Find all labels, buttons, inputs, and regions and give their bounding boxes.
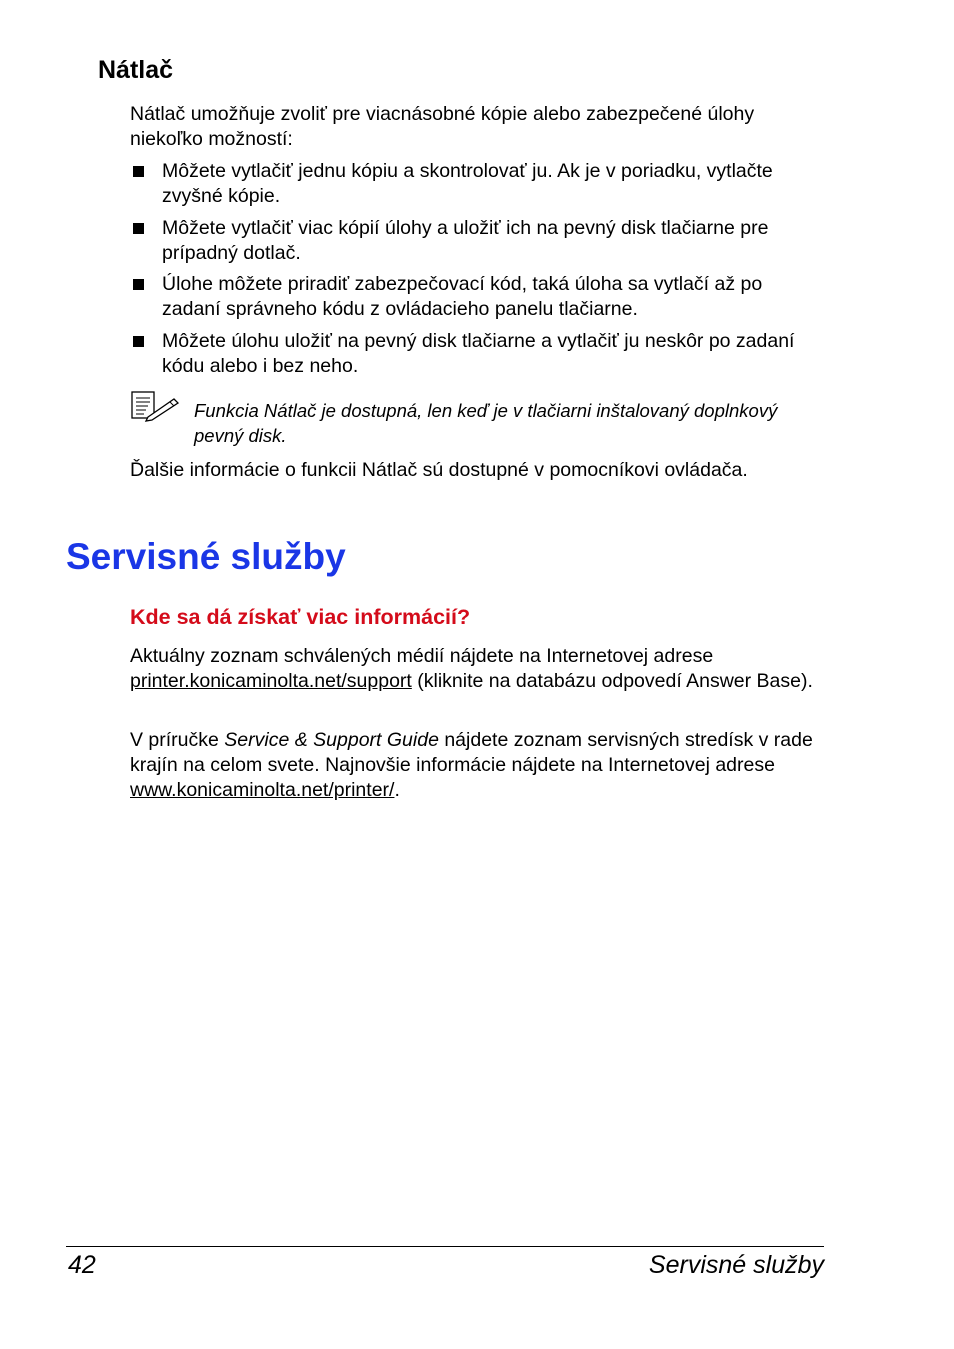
note-pencil-icon [130, 390, 180, 422]
paragraph-text: Aktuálny zoznam schválených médií nájdete na Internetovej adrese [130, 645, 714, 667]
list-item-text: Môžete úlohu uložiť na pevný disk tlačiarne a vytlačiť ju neskôr po zadaní kódu alebo i bez neho. [162, 330, 795, 377]
paragraph-text: nájdete zoznam servisných stredísk v rade krajín na celom svete. Najnovšie informácie nájdete na Internetovej adrese [130, 729, 813, 776]
footer-section-title: Servisné služby [648, 1251, 824, 1279]
footer-divider [66, 1246, 824, 1247]
bullet-square-icon [133, 336, 144, 347]
bullet-square-icon [133, 279, 144, 290]
bullet-square-icon [133, 166, 144, 177]
section-heading-natlac: Nátlač [98, 56, 174, 84]
chapter-heading-service: Servisné služby [66, 536, 346, 577]
page-number: 42 [68, 1251, 96, 1279]
natlac-intro: Nátlač umožňuje zvoliť pre viacnásobné kópie alebo zabezpečené úlohy niekoľko možností: [130, 103, 755, 150]
guide-title: Service & Support Guide [224, 729, 439, 751]
service-paragraph-guide [130, 728, 820, 803]
list-item-text: Môžete vytlačiť viac kópií úlohy a uložiť ich na pevný disk tlačiarne pre prípadný dotlač. [162, 217, 769, 264]
paragraph-text: V príručke [130, 729, 225, 751]
paragraph-text: (kliknite na databázu odpovedí Answer Base). [411, 670, 813, 692]
support-link[interactable]: printer.konicaminolta.net/support [130, 670, 412, 692]
paragraph-text: . [394, 779, 400, 801]
list-item-text: Úlohe môžete priradiť zabezpečovací kód, taká úloha sa vytlačí až po zadaní správneho kódu z ovládacieho panelu tlačiarne. [162, 273, 763, 320]
list-item-text: Môžete vytlačiť jednu kópiu a skontrolovať ju. Ak je v poriadku, vytlačte zvyšné kópie. [162, 160, 773, 207]
subheading-more-info: Kde sa dá získať viac informácií? [130, 605, 471, 629]
bullet-square-icon [133, 223, 144, 234]
service-paragraph-media [130, 644, 820, 694]
note-text: Funkcia Nátlač je dostupná, len keď je v tlačiarni inštalovaný doplnkový pevný disk. [194, 400, 778, 446]
natlac-more-info: Ďalšie informácie o funkcii Nátlač sú dostupné v pomocníkovi ovládača. [130, 459, 748, 481]
printer-link[interactable]: www.konicaminolta.net/printer/ [130, 779, 395, 801]
